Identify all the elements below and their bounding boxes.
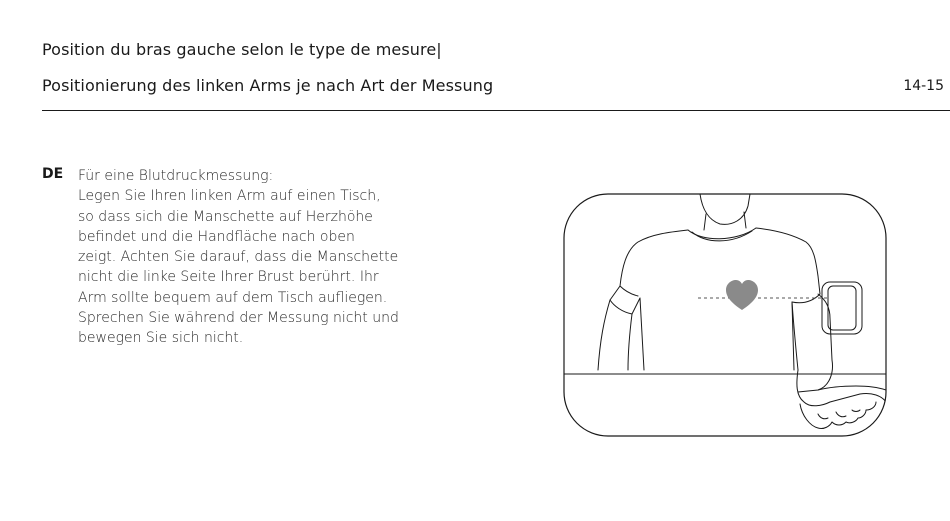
page-number: 14-15 xyxy=(903,78,944,94)
head-outline xyxy=(700,194,750,224)
header-divider xyxy=(42,110,950,111)
instruction-line: Für eine Blutdruckmessung: xyxy=(78,168,274,184)
arm-position-illustration xyxy=(560,190,890,440)
right-arm-outline xyxy=(792,294,832,392)
shirt-outline xyxy=(610,230,688,370)
page-title-de: Positionierung des linken Arms je nach Art der Messung xyxy=(42,76,494,95)
language-code: DE xyxy=(42,166,64,182)
collar-outline xyxy=(688,228,756,239)
instruction-text xyxy=(78,166,478,349)
instruction-line: bewegen Sie sich nicht. xyxy=(78,330,244,347)
neck-outline xyxy=(704,212,746,230)
instruction-line: Sprechen Sie während der Messung nicht und xyxy=(78,310,399,327)
instruction-line: zeigt. Achten Sie darauf, dass die Manschette xyxy=(78,249,399,266)
instruction-line: so dass sich die Manschette auf Herzhöhe xyxy=(78,208,373,225)
page-title-fr: Position du bras gauche selon le type de mesure| xyxy=(42,40,442,59)
instruction-line: Legen Sie Ihren linken Arm auf einen Tisch, xyxy=(78,188,381,205)
instruction-line: Arm sollte bequem auf dem Tisch aufliegen. xyxy=(78,289,388,306)
instruction-line: nicht die linke Seite Ihrer Brust berührt. Ihr xyxy=(78,269,379,286)
instruction-line: befindet und die Handfläche nach oben xyxy=(78,228,355,245)
left-arm-outline xyxy=(598,300,632,370)
heart-icon xyxy=(726,280,758,310)
